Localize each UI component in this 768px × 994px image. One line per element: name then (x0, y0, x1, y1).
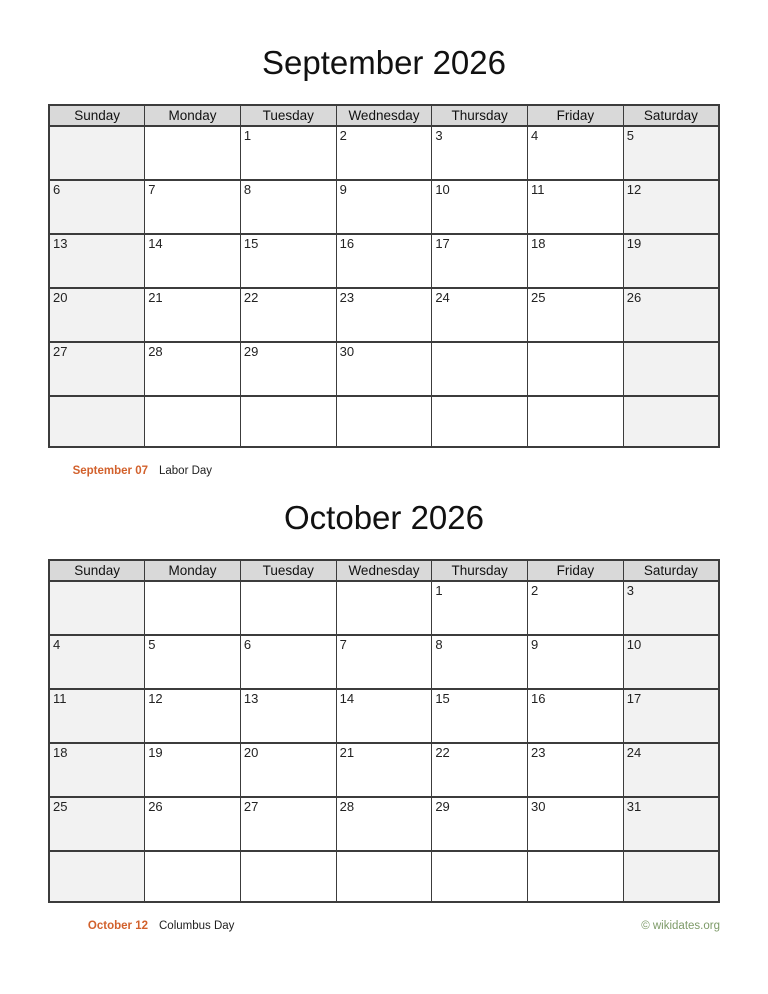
day-cell-empty (145, 396, 241, 447)
day-cell-8 (432, 635, 528, 689)
day-number: 22 (435, 744, 450, 760)
day-number: 2 (339, 127, 347, 143)
day-cell-12 (145, 689, 241, 743)
day-cell-empty (240, 851, 336, 902)
day-number: 27 (243, 798, 259, 814)
day-number: 19 (626, 235, 642, 251)
day-number: 23 (531, 744, 546, 760)
day-number: 7 (148, 181, 156, 197)
day-cell-empty (432, 342, 528, 396)
day-number: 26 (626, 289, 642, 305)
day-number: 12 (148, 690, 163, 706)
day-cell-empty (528, 396, 624, 447)
day-cell-30 (528, 797, 624, 851)
weekday-header-sunday: Sunday (49, 560, 145, 581)
day-number: 3 (435, 127, 443, 143)
weekday-header-thursday: Thursday (432, 105, 528, 126)
day-number: 30 (531, 798, 546, 814)
weekday-header-saturday: Saturday (623, 560, 719, 581)
day-number: 28 (339, 798, 355, 814)
day-number: 13 (243, 690, 259, 706)
day-number: 10 (626, 636, 642, 652)
day-number: 8 (243, 181, 252, 197)
day-number: 7 (339, 636, 347, 652)
day-cell-28 (336, 797, 432, 851)
day-number: 10 (435, 181, 450, 197)
day-number: 24 (435, 289, 450, 305)
weekday-header-monday: Monday (145, 560, 241, 581)
day-number: 15 (243, 235, 259, 251)
day-cell-11 (49, 689, 145, 743)
day-cell-16 (336, 234, 432, 288)
day-number: 6 (243, 636, 252, 652)
day-cell-empty (145, 581, 241, 635)
day-number: 2 (531, 582, 539, 598)
day-cell-1 (240, 126, 336, 180)
day-cell-10 (623, 635, 719, 689)
day-number: 9 (339, 181, 347, 197)
day-number: 19 (148, 744, 163, 760)
day-number: 13 (53, 235, 68, 251)
weekday-header-row (49, 560, 719, 581)
day-cell-27 (240, 797, 336, 851)
day-cell-5 (623, 126, 719, 180)
day-cell-empty (432, 851, 528, 902)
day-number: 31 (626, 798, 642, 814)
weekday-header-wednesday: Wednesday (336, 105, 432, 126)
day-cell-20 (49, 288, 145, 342)
day-cell-8 (240, 180, 336, 234)
day-cell-4 (49, 635, 145, 689)
day-cell-21 (336, 743, 432, 797)
weekday-header-friday: Friday (528, 560, 624, 581)
weekday-header-tuesday: Tuesday (240, 105, 336, 126)
day-cell-empty (528, 342, 624, 396)
day-cell-14 (336, 689, 432, 743)
day-number: 26 (148, 798, 163, 814)
day-cell-25 (528, 288, 624, 342)
day-cell-4 (528, 126, 624, 180)
day-number: 14 (339, 690, 355, 706)
day-number: 20 (53, 289, 68, 305)
calendar-table-september (48, 104, 720, 448)
day-number: 14 (148, 235, 163, 251)
day-cell-empty (145, 126, 241, 180)
day-cell-9 (528, 635, 624, 689)
day-number: 5 (148, 636, 156, 652)
day-number: 5 (626, 127, 634, 143)
day-cell-13 (49, 234, 145, 288)
day-cell-empty (49, 126, 145, 180)
day-cell-29 (432, 797, 528, 851)
day-cell-26 (623, 288, 719, 342)
day-number: 28 (148, 343, 163, 359)
day-cell-10 (432, 180, 528, 234)
day-cell-empty (623, 342, 719, 396)
weekday-header-thursday: Thursday (432, 560, 528, 581)
day-cell-empty (49, 581, 145, 635)
day-number: 11 (53, 690, 67, 706)
day-number: 29 (435, 798, 450, 814)
day-number: 21 (148, 289, 163, 305)
day-cell-empty (145, 851, 241, 902)
day-cell-21 (145, 288, 241, 342)
weekday-header-monday: Monday (145, 105, 241, 126)
day-cell-19 (623, 234, 719, 288)
day-cell-empty (336, 851, 432, 902)
day-cell-17 (623, 689, 719, 743)
day-cell-18 (49, 743, 145, 797)
weekday-header-friday: Friday (528, 105, 624, 126)
day-number: 4 (531, 127, 539, 143)
weekday-header-wednesday: Wednesday (336, 560, 432, 581)
day-cell-20 (240, 743, 336, 797)
holiday-note-october (48, 920, 234, 932)
day-number: 23 (339, 289, 355, 305)
day-cell-27 (49, 342, 145, 396)
day-number: 3 (626, 582, 634, 598)
holiday-date-label: September 07 (72, 464, 148, 477)
calendar-table-october (48, 559, 720, 903)
holiday-name-label: Columbus Day (159, 919, 235, 932)
day-cell-17 (432, 234, 528, 288)
day-cell-14 (145, 234, 241, 288)
month-title-october: October 2026 (284, 498, 484, 536)
day-number: 12 (626, 181, 642, 197)
day-cell-12 (623, 180, 719, 234)
day-cell-empty (623, 396, 719, 447)
day-cell-empty (336, 396, 432, 447)
day-number: 24 (626, 744, 642, 760)
day-cell-empty (528, 851, 624, 902)
day-cell-15 (240, 234, 336, 288)
day-cell-11 (528, 180, 624, 234)
day-cell-empty (240, 581, 336, 635)
day-cell-7 (336, 635, 432, 689)
day-cell-16 (528, 689, 624, 743)
day-cell-23 (528, 743, 624, 797)
day-number: 27 (53, 343, 68, 359)
day-number: 22 (243, 289, 259, 305)
day-cell-2 (336, 126, 432, 180)
holiday-name-label: Labor Day (159, 464, 213, 477)
day-cell-7 (145, 180, 241, 234)
day-number: 25 (53, 798, 68, 814)
day-number: 11 (531, 181, 545, 197)
day-cell-22 (432, 743, 528, 797)
day-number: 1 (435, 582, 443, 598)
day-cell-5 (145, 635, 241, 689)
day-number: 1 (243, 127, 252, 143)
day-number: 30 (339, 343, 355, 359)
day-cell-empty (623, 851, 719, 902)
day-number: 18 (531, 235, 546, 251)
month-title-september: September 2026 (261, 44, 506, 81)
day-cell-26 (145, 797, 241, 851)
october-note-row (48, 903, 720, 932)
september-note-row (48, 448, 720, 477)
day-cell-30 (336, 342, 432, 396)
day-number: 4 (53, 636, 61, 652)
calendar-body (49, 126, 719, 447)
day-number: 18 (53, 744, 68, 760)
day-cell-2 (528, 581, 624, 635)
day-cell-24 (432, 288, 528, 342)
day-number: 16 (339, 235, 355, 251)
day-cell-24 (623, 743, 719, 797)
day-cell-29 (240, 342, 336, 396)
day-cell-15 (432, 689, 528, 743)
day-number: 29 (243, 343, 259, 359)
day-cell-25 (49, 797, 145, 851)
day-number: 17 (626, 690, 642, 706)
holiday-note-september (48, 465, 212, 477)
day-cell-23 (336, 288, 432, 342)
day-number: 21 (339, 744, 355, 760)
day-cell-22 (240, 288, 336, 342)
weekday-header-saturday: Saturday (623, 105, 719, 126)
day-number: 8 (435, 636, 443, 652)
day-cell-3 (432, 126, 528, 180)
copyright-link[interactable]: © wikidates.org (641, 919, 720, 932)
day-cell-empty (240, 396, 336, 447)
day-cell-empty (49, 396, 145, 447)
day-cell-empty (432, 396, 528, 447)
holiday-date-label: October 12 (87, 919, 148, 932)
weekday-header-tuesday: Tuesday (240, 560, 336, 581)
day-number: 9 (531, 636, 539, 652)
day-cell-6 (49, 180, 145, 234)
day-cell-1 (432, 581, 528, 635)
day-cell-6 (240, 635, 336, 689)
day-number: 25 (531, 289, 546, 305)
day-cell-3 (623, 581, 719, 635)
day-cell-19 (145, 743, 241, 797)
day-cell-28 (145, 342, 241, 396)
day-cell-31 (623, 797, 719, 851)
day-number: 6 (53, 181, 61, 197)
day-cell-empty (336, 581, 432, 635)
day-cell-9 (336, 180, 432, 234)
weekday-header-row (49, 105, 719, 126)
day-number: 20 (243, 744, 259, 760)
day-cell-empty (49, 851, 145, 902)
day-number: 16 (531, 690, 546, 706)
day-cell-13 (240, 689, 336, 743)
weekday-header-sunday: Sunday (49, 105, 145, 126)
day-cell-18 (528, 234, 624, 288)
calendar-body (49, 581, 719, 902)
day-number: 17 (435, 235, 450, 251)
day-number: 15 (435, 690, 450, 706)
